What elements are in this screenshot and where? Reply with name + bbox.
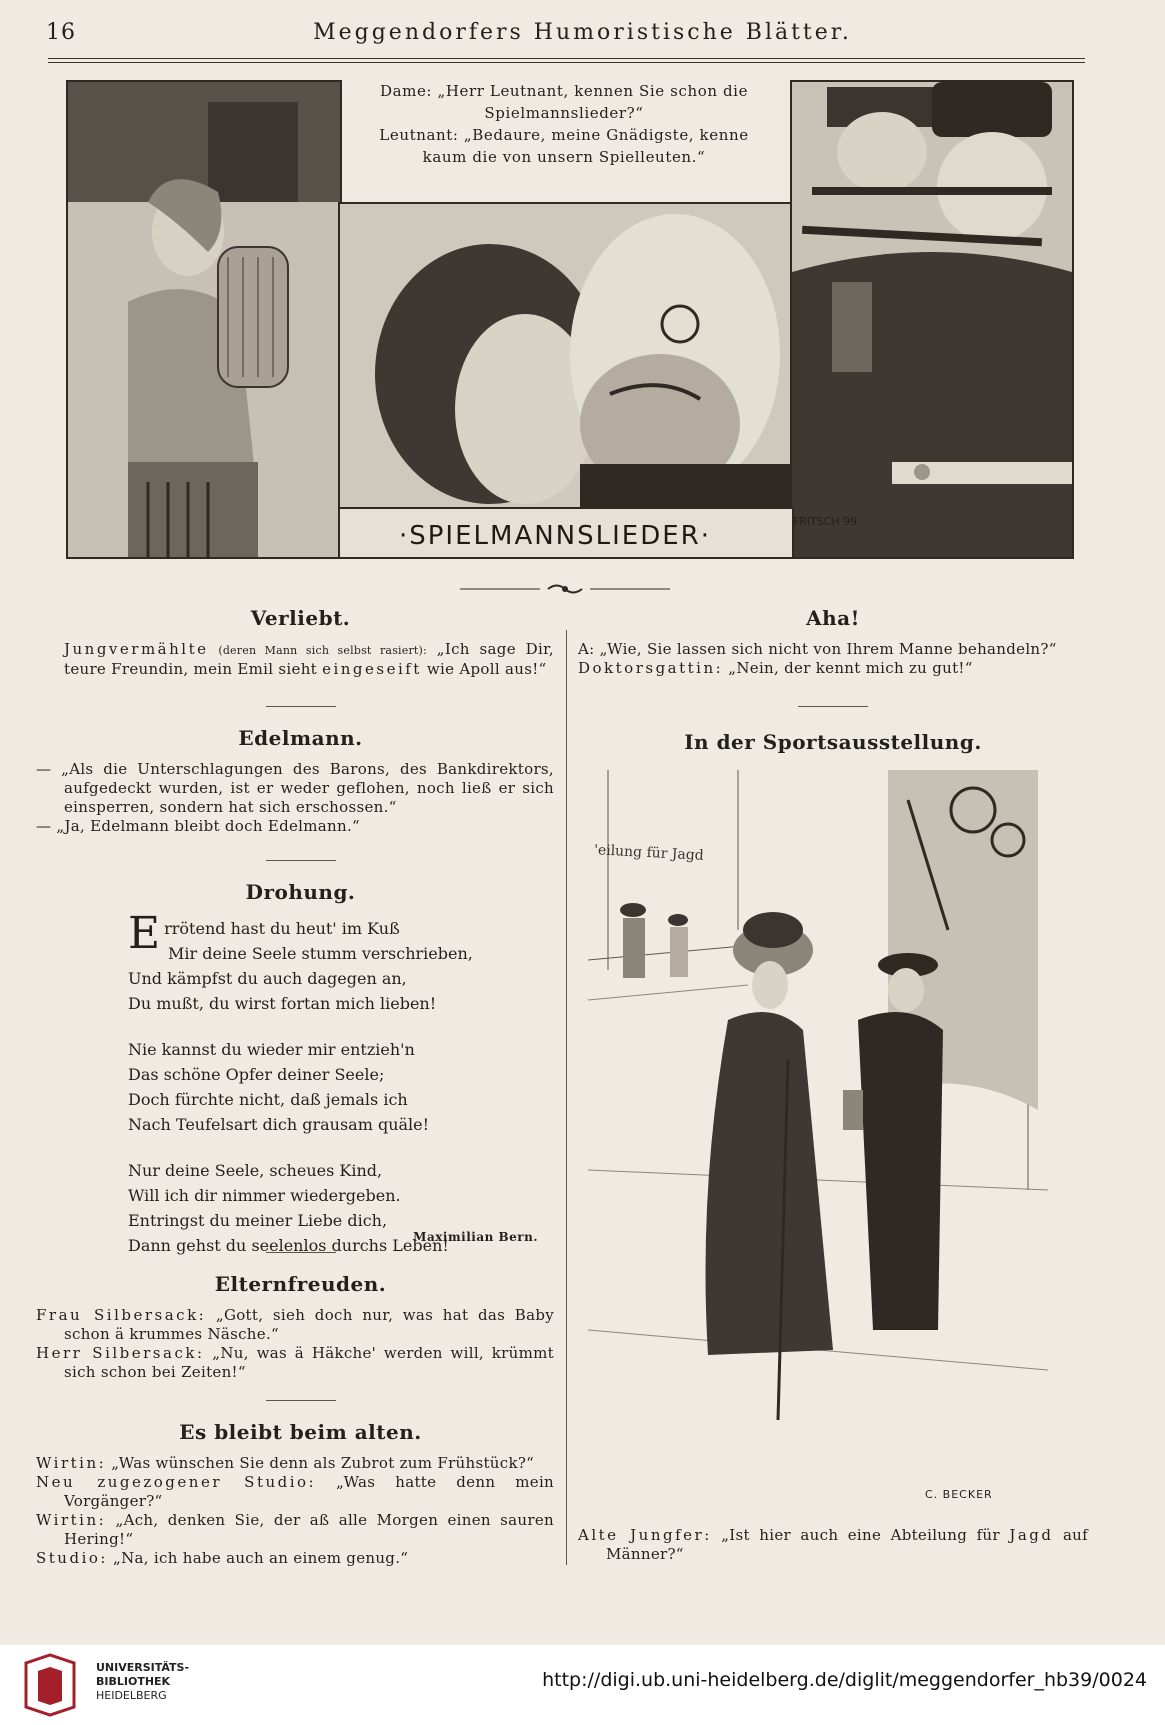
text-aha — [578, 640, 1088, 678]
caption-line-1: Dame: „Herr Leutnant, kennen Sie schon die — [379, 82, 749, 100]
poem-line: Dann gehst du seelenlos durchs Leben! — [128, 1236, 449, 1255]
elternfreuden-speaker-1: Frau Silbersack: — [36, 1306, 207, 1324]
illustration-sport-exhibition — [588, 770, 1048, 1510]
artist-signature-fritsch: FRITSCH 99 — [792, 515, 858, 528]
sport-text-spaced: Jagd — [1009, 1526, 1054, 1544]
section-rule — [266, 706, 336, 707]
beim-alten-text-4: „Na, ich habe auch an einem genug.“ — [113, 1549, 409, 1567]
sport-text-a: „Ist hier auch eine Abteilung für — [721, 1526, 1000, 1544]
poem-drohung — [128, 908, 548, 1279]
poem-line: Und kämpfst du auch dagegen an, — [128, 969, 407, 988]
aha-speaker-2: Doktorsgattin: — [578, 659, 724, 677]
title-verliebt: Verliebt. — [250, 606, 351, 630]
running-title: Meggendorfers Humoristische Blätter. — [313, 20, 852, 45]
aha-text-1: „Wie, Sie lassen sich nicht von Ihrem Manne behandeln?“ — [599, 640, 1057, 658]
artist-signature-becker: C. BECKER — [925, 1488, 993, 1501]
page-number: 16 — [46, 20, 76, 45]
sport-text-b: auf Männer?“ — [606, 1526, 1088, 1563]
poem-author: Maximilian Bern. — [413, 1230, 538, 1244]
aha-speaker-1: A: — [578, 640, 595, 658]
verliebt-text-b: wie Apoll aus!“ — [426, 660, 547, 678]
illustration-minstrel-panel — [66, 80, 342, 559]
title-es-bleibt-beim-alten: Es bleibt beim alten. — [179, 1420, 422, 1444]
title-aha: Aha! — [806, 606, 860, 630]
edelmann-line-2: — „Ja, Edelmann bleibt doch Edelmann.“ — [36, 817, 360, 835]
poem-line: Doch fürchte nicht, daß jemals ich — [128, 1090, 408, 1109]
elternfreuden-text-2: „Nu, was ä Häkche' werden will, krümmt sich schon bei Zeiten!“ — [64, 1344, 554, 1381]
library-name — [96, 1661, 189, 1703]
text-elternfreuden — [36, 1306, 554, 1382]
elternfreuden-speaker-2: Herr Silbersack: — [36, 1344, 205, 1362]
university-library-logo-icon — [20, 1653, 80, 1717]
elternfreuden-text-1: „Gott, sieh doch nur, was hat das Baby schon ä krummes Näsche.“ — [64, 1306, 554, 1343]
beim-alten-text-1: „Was wünschen Sie denn als Zubrot zum Frühstück?“ — [111, 1454, 535, 1472]
beim-alten-text-2: „Was hatte denn mein Vorgänger?“ — [64, 1473, 555, 1510]
aha-text-2: „Nein, der kennt mich zu gut!“ — [728, 659, 973, 677]
poem-line: Entringst du meiner Liebe dich, — [128, 1211, 388, 1230]
text-verliebt — [36, 640, 554, 679]
poem-dropcap: E — [128, 908, 161, 959]
section-rule — [266, 1400, 336, 1401]
title-edelmann: Edelmann. — [238, 726, 363, 750]
verliebt-note: (deren Mann sich selbst rasiert): — [218, 644, 427, 657]
caption-line-3: Leutnant: „Bedaure, meine Gnädigste, kenne — [379, 126, 749, 144]
section-rule — [266, 860, 336, 861]
poem-line: Will ich dir nimmer wiedergeben. — [128, 1186, 401, 1205]
caption-line-2: Spielmannslieder?“ — [484, 104, 644, 122]
cartoon-banner-title: ·SPIELMANNSLIEDER· — [398, 521, 711, 551]
beim-alten-speaker-2: Neu zugezogener Studio: — [36, 1473, 317, 1491]
header-rule — [48, 58, 1085, 59]
ornament-divider — [460, 582, 670, 596]
column-divider — [566, 630, 567, 1565]
viewer-footer — [0, 1645, 1165, 1725]
poem-stanza-1 — [128, 908, 548, 1016]
sport-sign-text: 'eilung für Jagd — [593, 842, 705, 864]
sport-speaker: Alte Jungfer: — [578, 1526, 712, 1544]
library-line-3: HEIDELBERG — [96, 1689, 167, 1702]
title-sportsausstellung: In der Sportsausstellung. — [684, 730, 982, 754]
document-url-link[interactable]: http://digi.ub.uni-heidelberg.de/diglit/meggendorfer_hb39/0024 — [542, 1669, 1147, 1691]
illustration-soldiers-panel — [790, 80, 1074, 559]
section-rule — [266, 1252, 336, 1253]
illustration-lady-and-officer-panel — [338, 202, 794, 511]
beim-alten-speaker-3: Wirtin: — [36, 1511, 107, 1529]
library-line-2: BIBLIOTHEK — [96, 1675, 171, 1688]
title-drohung: Drohung. — [245, 880, 356, 904]
cartoon-caption — [338, 80, 790, 195]
library-line-1: UNIVERSITÄTS- — [96, 1661, 190, 1674]
poem-line: Du mußt, du wirst fortan mich lieben! — [128, 994, 437, 1013]
verliebt-lead: Jungvermählte — [64, 640, 209, 658]
poem-line: Nach Teufelsart dich grausam quäle! — [128, 1115, 430, 1134]
beim-alten-speaker-1: Wirtin: — [36, 1454, 107, 1472]
edelmann-line-1: — „Als die Unterschlagungen des Barons, des Bankdirektors, aufgedeckt wurden, ist er weder geflohen, noch ließ er sich einsperren, sondern hat sich erschossen.“ — [36, 760, 554, 816]
poem-line: rrötend hast du heut' im Kuß — [164, 919, 400, 938]
beim-alten-text-3: „Ach, denken Sie, der aß alle Morgen einen sauren Hering!“ — [64, 1511, 554, 1548]
poem-line: Nur deine Seele, scheues Kind, — [128, 1161, 383, 1180]
beim-alten-speaker-4: Studio: — [36, 1549, 108, 1567]
verliebt-text-spaced: eingeseift — [322, 660, 422, 678]
poem-stanza-2 — [128, 1037, 548, 1137]
section-rule — [798, 706, 868, 707]
text-edelmann — [36, 760, 554, 836]
poem-line: Nie kannst du wieder mir entzieh'n — [128, 1040, 415, 1059]
title-elternfreuden: Elternfreuden. — [214, 1272, 387, 1296]
header-rule-second — [48, 62, 1085, 63]
verliebt-text-a: „Ich sage Dir, teure Freundin, mein Emil sieht — [64, 640, 555, 678]
caption-line-4: kaum die von unsern Spielleuten.“ — [422, 148, 706, 166]
poem-line: Mir deine Seele stumm verschrieben, — [168, 944, 473, 963]
text-sportsausstellung — [578, 1526, 1088, 1564]
poem-line: Das schöne Opfer deiner Seele; — [128, 1065, 385, 1084]
text-es-bleibt-beim-alten — [36, 1454, 554, 1568]
